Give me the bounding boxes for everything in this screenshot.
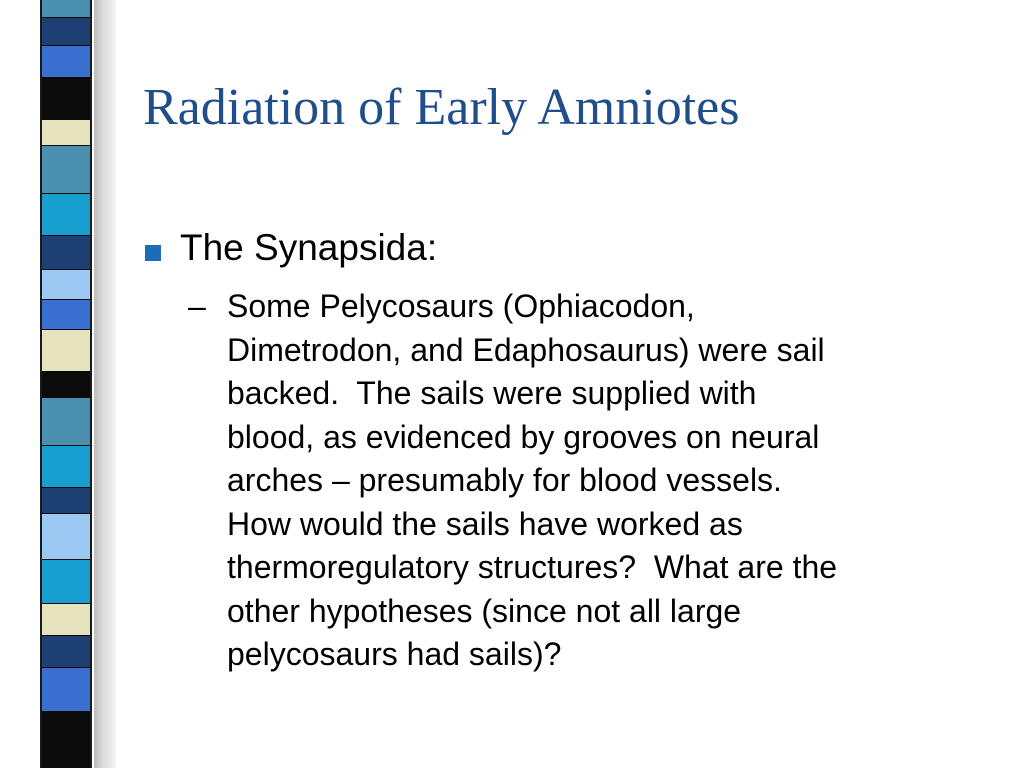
stripe-block: [42, 0, 90, 18]
stripe-block: [42, 712, 90, 768]
sub-bullet-text: [227, 285, 1007, 677]
stripe-block: [42, 78, 90, 120]
stripe-block: [42, 146, 90, 194]
sub-bullet-line: Some Pelycosaurs (Ophiacodon,: [227, 288, 695, 324]
stripe-block: [42, 18, 90, 46]
stripe-block: [42, 194, 90, 236]
dash-bullet: –: [188, 288, 206, 324]
square-bullet-icon: [145, 245, 161, 261]
stripe-block: [42, 372, 90, 398]
sub-bullet-line: thermoregulatory structures? What are the: [227, 549, 838, 585]
stripe-shadow: [94, 0, 116, 768]
sub-bullet-line: Dimetrodon, and Edaphosaurus) were sail: [227, 331, 825, 368]
stripe-block: [42, 300, 90, 330]
stripe-block: [42, 604, 90, 636]
slide-title: Radiation of Early Amniotes: [143, 79, 740, 136]
stripe-block: [42, 488, 90, 514]
stripe-block: [42, 270, 90, 300]
stripe-block: [42, 668, 90, 712]
sub-bullet-line: backed. The sails were supplied with: [227, 375, 757, 411]
stripe-block: [42, 46, 90, 78]
stripe-block: [42, 560, 90, 604]
sub-bullet-line: other hypotheses (since not all large: [227, 592, 742, 629]
stripe-block: [42, 636, 90, 668]
sub-bullet-line: arches – presumably for blood vessels.: [227, 462, 782, 498]
stripe-block: [42, 446, 90, 488]
stripe-block: [42, 120, 90, 146]
sub-bullet-line: blood, as evidenced by grooves on neural: [227, 418, 820, 455]
stripe-block: [42, 330, 90, 372]
stripe-block: [42, 398, 90, 446]
decorative-stripe: [40, 0, 92, 768]
sub-bullet-line: pelycosaurs had sails)?: [227, 636, 562, 672]
stripe-block: [42, 514, 90, 560]
bullet-text: The Synapsida:: [180, 227, 438, 268]
sub-bullet-line: How would the sails have worked as: [227, 505, 743, 542]
stripe-block: [42, 236, 90, 270]
